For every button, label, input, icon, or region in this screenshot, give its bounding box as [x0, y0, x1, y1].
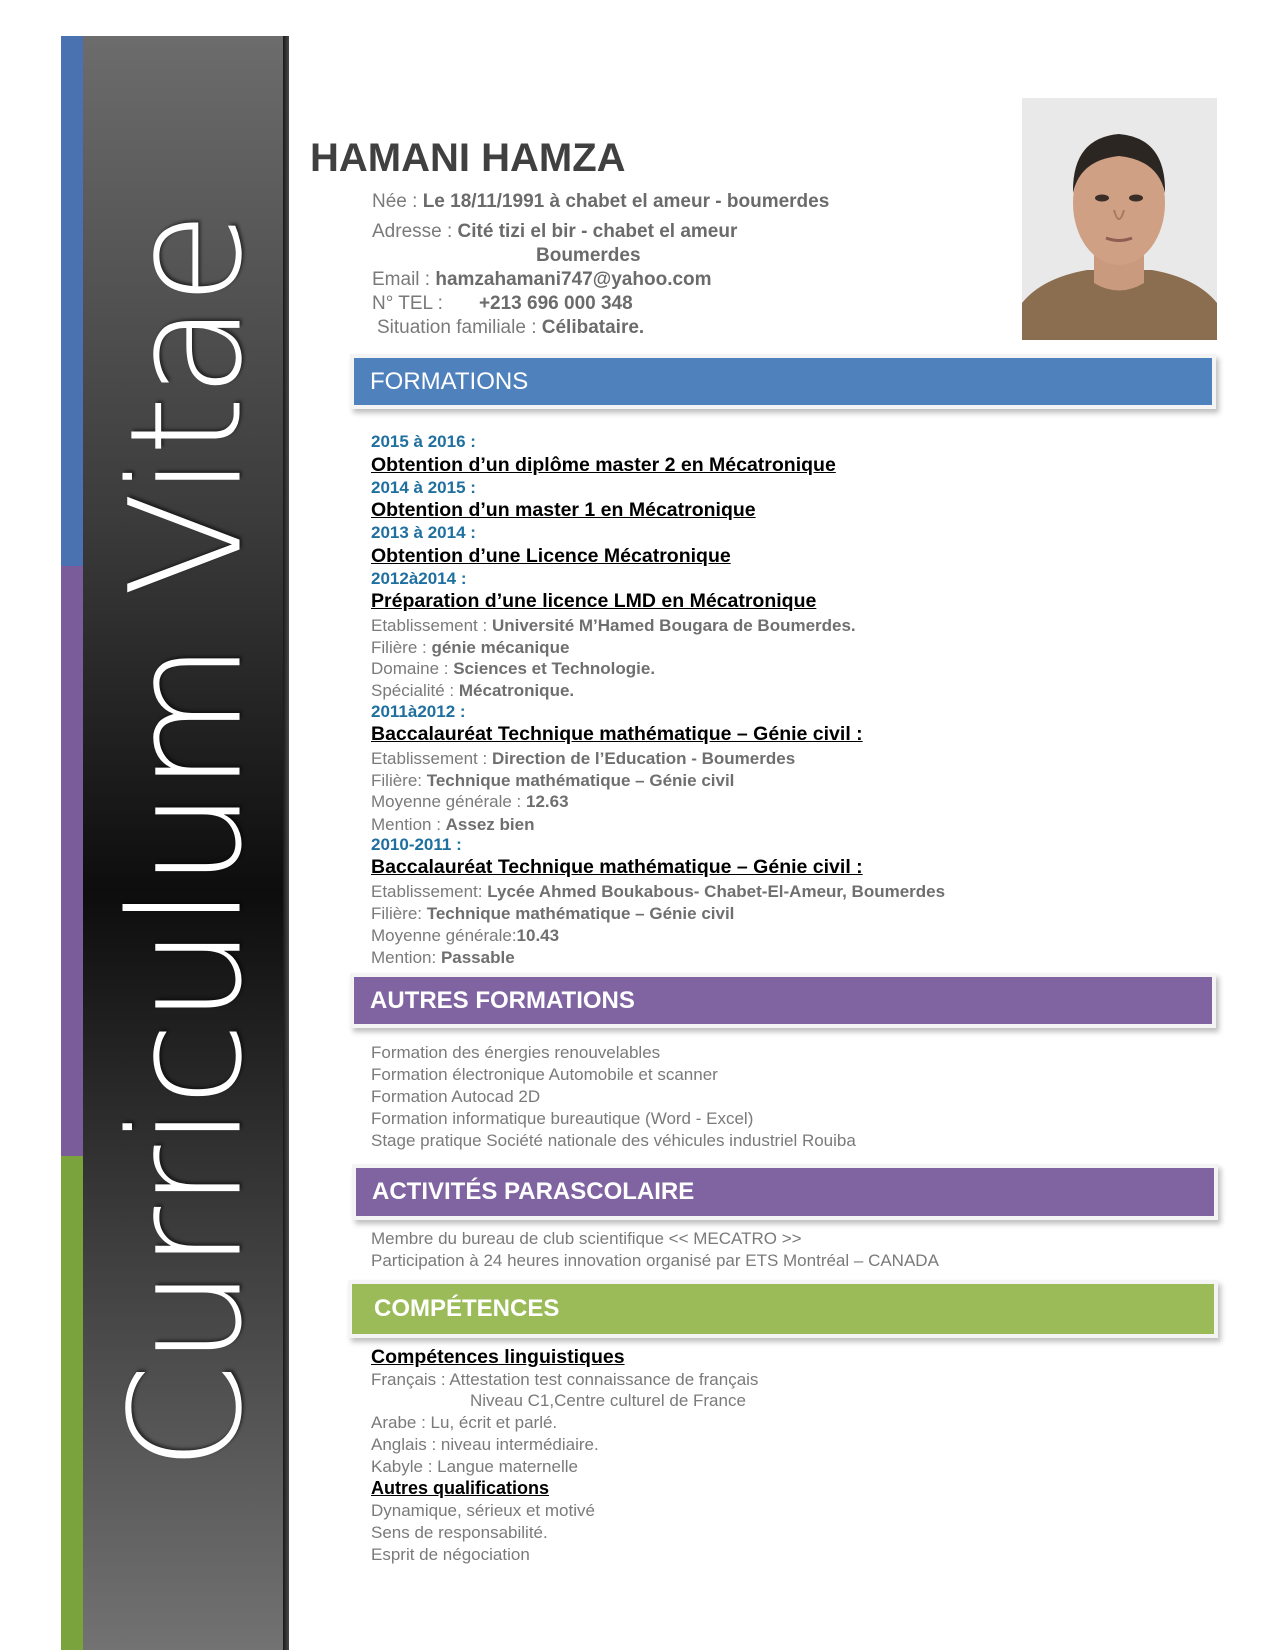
detail-label: Domaine :: [371, 659, 454, 678]
autres-formations-section-bar: [350, 973, 1216, 1028]
formations-section-bar: [350, 354, 1216, 409]
family-line: [377, 317, 644, 340]
formation-detail: [371, 792, 569, 812]
detail-value: Sciences et Technologie.: [453, 659, 656, 678]
detail-label: Moyenne générale:: [371, 926, 517, 945]
activites-title: ACTIVITÉS PARASCOLAIRE: [372, 1178, 695, 1205]
autres-qualifications-title: Autres qualifications: [371, 1478, 550, 1498]
detail-label: Filière:: [371, 904, 427, 923]
portrait-photo-icon: [1022, 98, 1217, 340]
competences-bar-fill: [352, 1284, 1214, 1334]
formation-detail: [371, 771, 734, 791]
formation-detail: [371, 616, 856, 636]
formations-title: FORMATIONS: [370, 367, 529, 395]
side-edge: [283, 36, 289, 1650]
detail-label: Spécialité :: [371, 681, 459, 700]
list-item: Formation des énergies renouvelables: [371, 1043, 661, 1062]
list-item: Formation informatique bureautique (Word - Excel): [371, 1109, 754, 1128]
tel-value: +213 696 000 348: [478, 293, 633, 314]
formation-heading-6: Baccalauréat Technique mathématique – Génie civil :: [371, 856, 863, 878]
list-item: Arabe : Lu, écrit et parlé.: [371, 1413, 558, 1432]
list-item: Anglais : niveau intermédiaire.: [371, 1435, 599, 1454]
detail-value: Passable: [440, 948, 515, 967]
detail-value: Lycée Ahmed Boukabous- Chabet-El-Ameur, Boumerdes: [487, 882, 946, 901]
person-name: HAMANI HAMZA: [310, 136, 626, 180]
formations-bar-fill: [354, 358, 1212, 405]
detail-label: Mention :: [371, 815, 446, 834]
detail-value: Université M’Hamed Bougara de Boumerdes.: [491, 616, 856, 635]
detail-value: Assez bien: [445, 815, 535, 834]
detail-label: Moyenne générale :: [371, 792, 526, 811]
detail-value: 12.63: [526, 792, 569, 811]
formation-year-1: 2015 à 2016 :: [371, 432, 476, 451]
email-label: Email :: [372, 269, 436, 290]
formation-detail: [371, 882, 945, 902]
detail-label: Filière:: [371, 771, 427, 790]
address-line-2: [536, 245, 641, 268]
list-item: Kabyle : Langue maternelle: [371, 1457, 578, 1476]
detail-label: Mention:: [371, 948, 441, 967]
detail-label: Etablissement:: [371, 882, 488, 901]
list-item: Participation à 24 heures innovation organisé par ETS Montréal – CANADA: [371, 1251, 939, 1270]
detail-value: Technique mathématique – Génie civil: [426, 771, 735, 790]
formation-detail: [371, 681, 574, 701]
autres-formations-title: AUTRES FORMATIONS: [370, 986, 635, 1014]
email-line: [372, 269, 712, 292]
autres-bar-fill: [354, 977, 1212, 1024]
portrait-photo: [1022, 98, 1217, 340]
formation-detail: [371, 659, 655, 679]
side-strip-blue: [61, 36, 83, 566]
formation-heading-3: Obtention d’une Licence Mécatronique: [371, 545, 731, 567]
formation-heading-2: Obtention d’un master 1 en Mécatronique: [371, 499, 756, 521]
competences-section-bar: [348, 1280, 1218, 1338]
family-value: Célibataire.: [541, 317, 645, 338]
formation-detail: [371, 815, 534, 835]
list-item: Dynamique, sérieux et motivé: [371, 1501, 595, 1520]
formation-detail: [371, 638, 569, 658]
address-line: [372, 221, 737, 244]
list-item: Membre du bureau de club scientifique << MECATRO >>: [371, 1229, 802, 1248]
address-value-2: Boumerdes: [536, 245, 641, 266]
formation-year-4: 2012à2014 :: [371, 569, 467, 588]
detail-label: Filière :: [371, 638, 432, 657]
activites-bar-fill: [356, 1168, 1214, 1216]
birth-value: Le 18/11/1991 à chabet el ameur - boumerdes: [422, 191, 830, 212]
list-item: Niveau C1,Centre culturel de France: [470, 1391, 746, 1410]
formation-detail: [371, 926, 559, 946]
formation-year-6: 2010-2011 :: [371, 835, 462, 854]
detail-value: Technique mathématique – Génie civil: [426, 904, 735, 923]
address-label: Adresse :: [372, 221, 458, 242]
birth-label: Née :: [372, 191, 423, 212]
tel-label: N° TEL :: [372, 293, 443, 314]
formation-heading-4: Préparation d’une licence LMD en Mécatronique: [371, 590, 817, 612]
competences-title: COMPÉTENCES: [374, 1295, 560, 1322]
detail-value: Mécatronique.: [458, 681, 575, 700]
list-item: Sens de responsabilité.: [371, 1523, 548, 1542]
formation-heading-1: Obtention d’un diplôme master 2 en Mécatronique: [371, 454, 836, 476]
formation-detail: [371, 948, 515, 968]
formation-year-2: 2014 à 2015 :: [371, 478, 476, 497]
formation-heading-5: Baccalauréat Technique mathématique – Génie civil :: [371, 723, 863, 745]
address-value: Cité tizi el bir - chabet el ameur: [457, 221, 738, 242]
list-item: Stage pratique Société nationale des véhicules industriel Rouiba: [371, 1131, 856, 1150]
detail-value: génie mécanique: [431, 638, 570, 657]
email-value[interactable]: hamzahamani747@yahoo.com: [435, 269, 712, 290]
detail-value: 10.43: [516, 926, 560, 945]
detail-label: Etablissement :: [371, 616, 492, 635]
list-item: Formation Autocad 2D: [371, 1087, 541, 1106]
list-item: Esprit de négociation: [371, 1545, 530, 1564]
list-item: Français : Attestation test connaissance de français: [371, 1370, 759, 1389]
detail-label: Etablissement :: [371, 749, 492, 768]
ling-title: Compétences linguistiques: [371, 1346, 625, 1368]
sidebar-title: Curriculum Vitae: [97, 212, 277, 1472]
formation-detail: [371, 904, 734, 924]
tel-line: [372, 293, 633, 316]
list-item: Formation électronique Automobile et scanner: [371, 1065, 718, 1084]
formation-year-5: 2011à2012 :: [371, 702, 466, 721]
activites-section-bar: [352, 1164, 1218, 1220]
side-banner: [61, 36, 289, 1650]
birth-line: [372, 191, 829, 214]
detail-value: Direction de l’Education - Boumerdes: [491, 749, 796, 768]
formation-detail: [371, 749, 795, 769]
side-strip-green: [61, 1156, 83, 1650]
side-strip-purple: [61, 566, 83, 1156]
formation-year-3: 2013 à 2014 :: [371, 523, 476, 542]
family-label: Situation familiale :: [377, 317, 542, 338]
